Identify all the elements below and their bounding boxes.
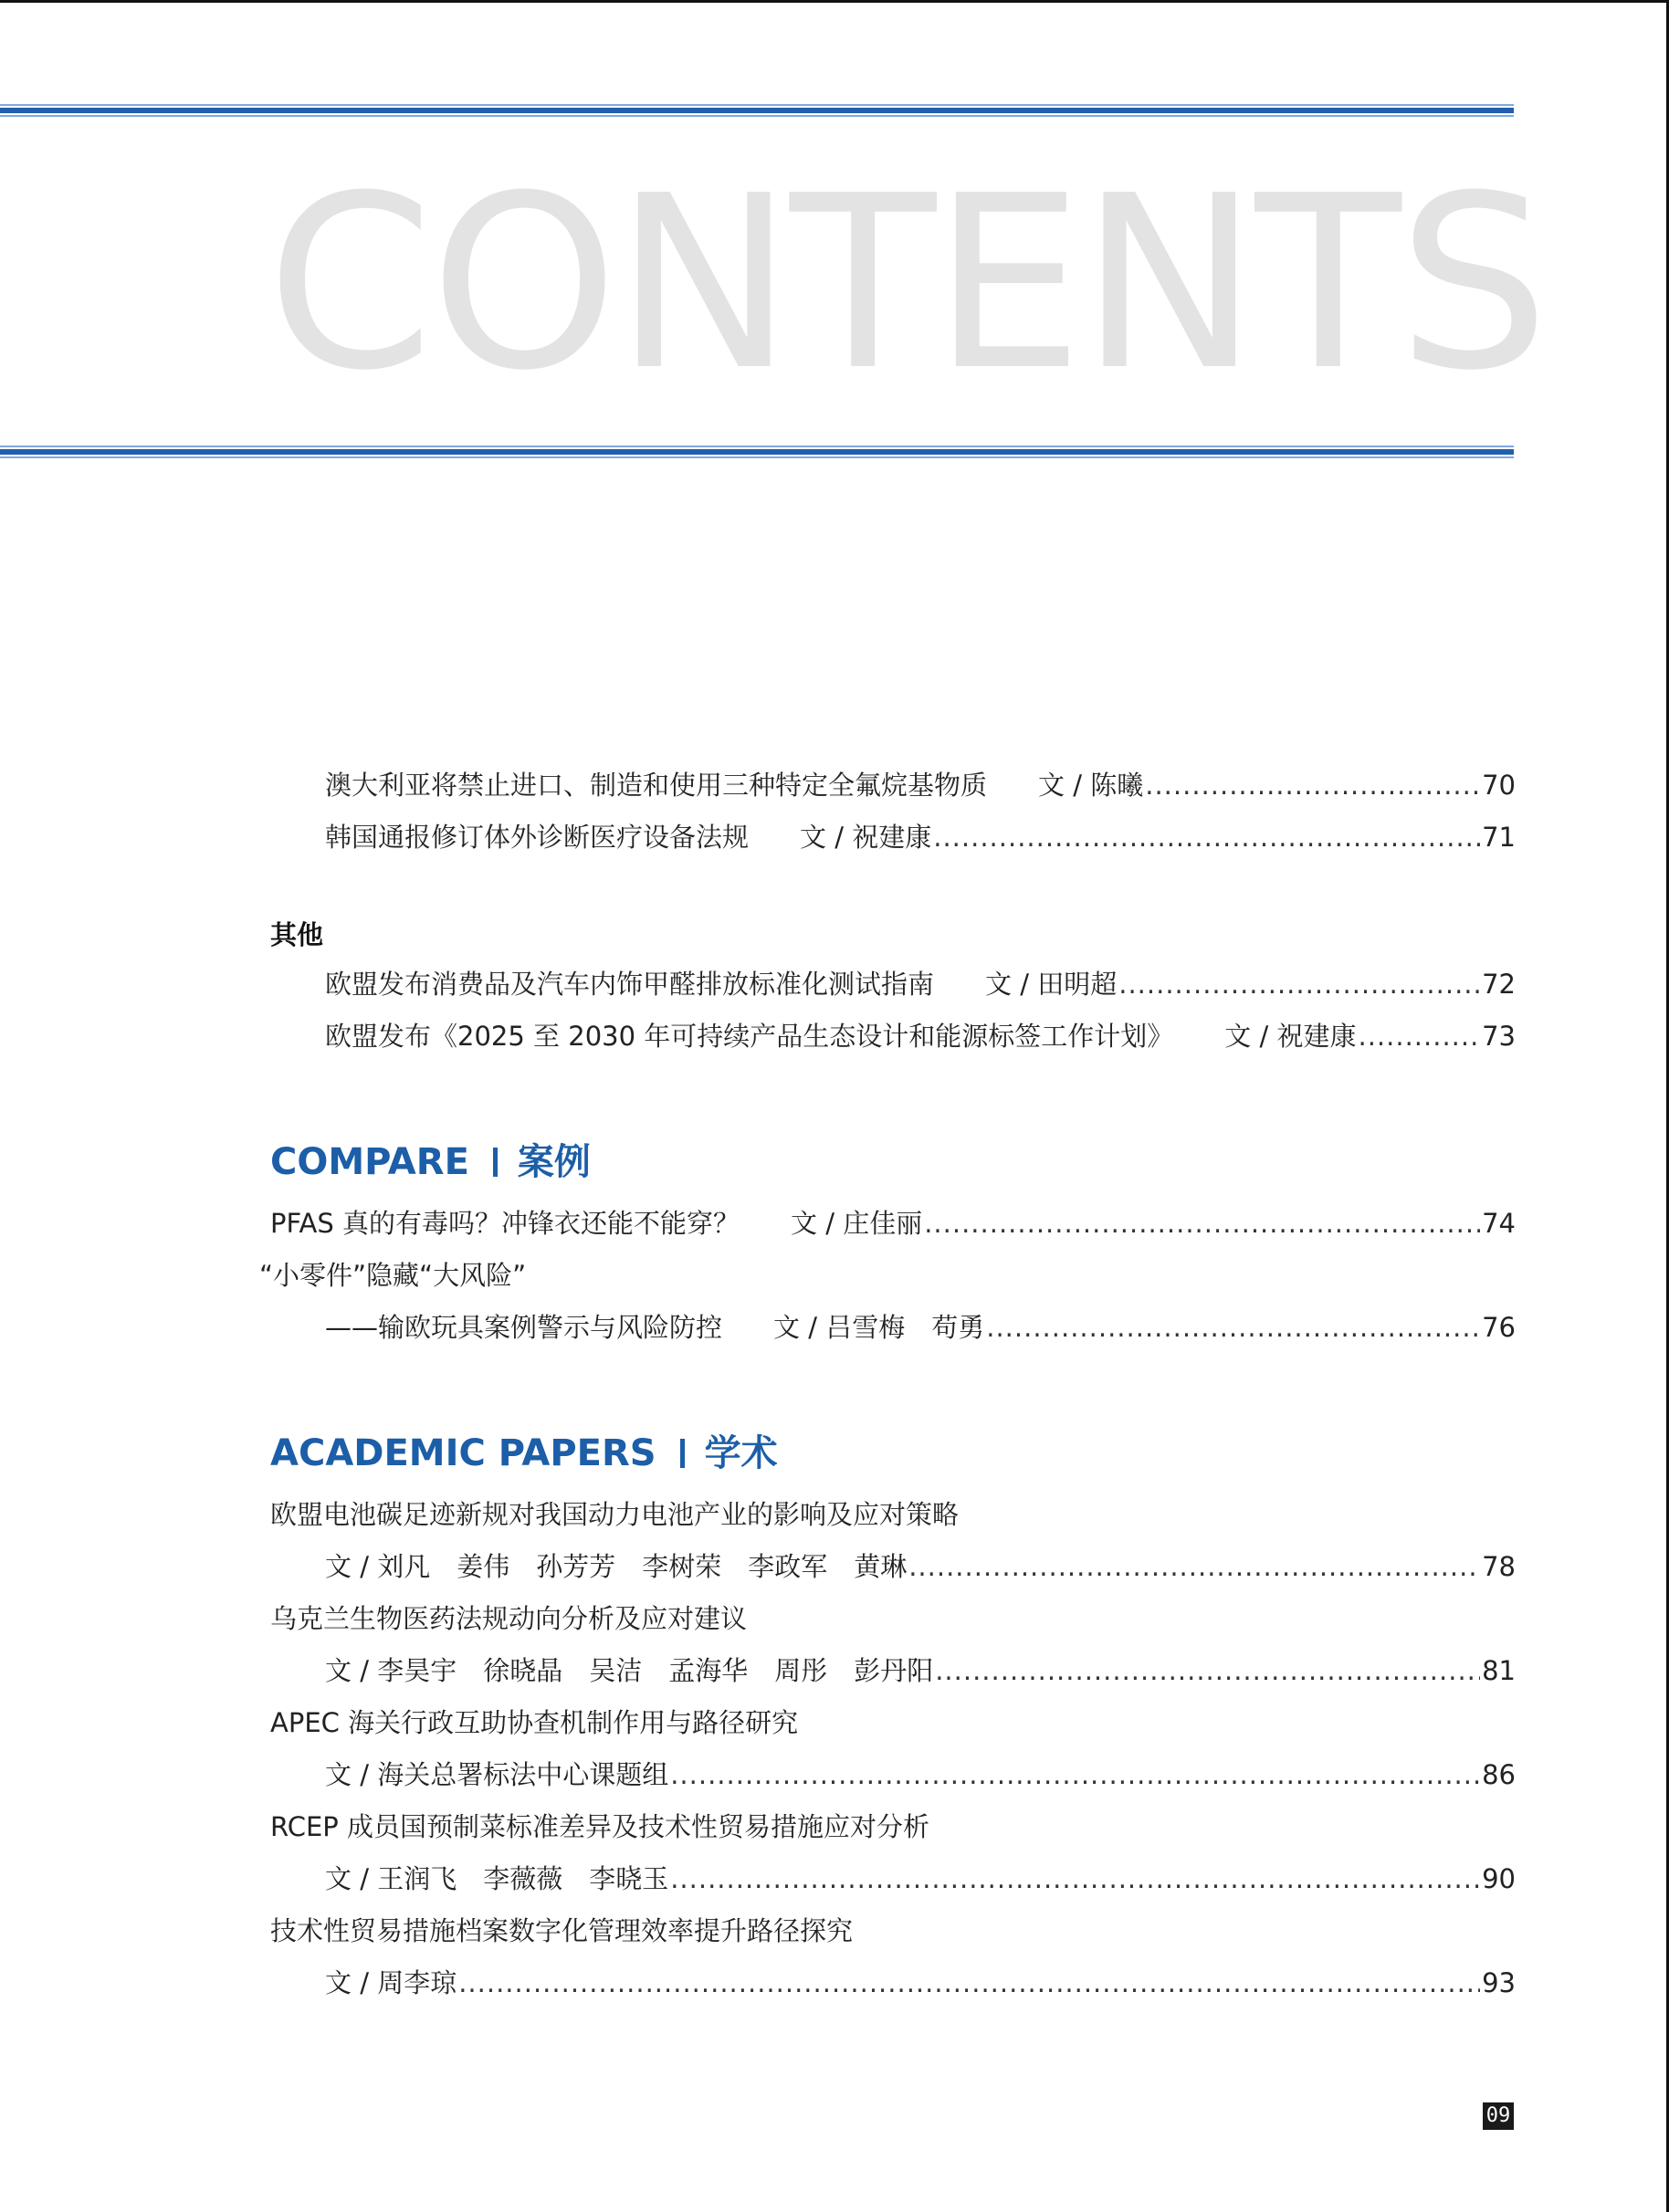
- toc-entry-author: 文 / 李昊宇 徐晓晶 吴洁 孟海华 周彤 彭丹阳: [325, 1655, 934, 1686]
- leader-dots: [670, 1861, 1480, 1897]
- toc-entry-title: 澳大利亚将禁止进口、制造和使用三种特定全氟烷基物质: [325, 770, 988, 801]
- section-label-en: COMPARE: [270, 1141, 469, 1183]
- section-label-en: ACADEMIC PAPERS: [270, 1432, 656, 1474]
- toc-entry-title: APEC 海关行政互助协查机制作用与路径研究: [270, 1707, 799, 1738]
- toc-entry-page: 72: [1482, 969, 1516, 1000]
- toc-entry-page: 93: [1482, 1967, 1516, 1998]
- toc-entry-title: 乌克兰生物医药法规动向分析及应对建议: [270, 1603, 748, 1634]
- toc-entry-title-line[interactable]: [270, 1913, 1516, 1949]
- toc-entry-title-line[interactable]: [259, 1257, 1516, 1294]
- toc-entry-page: 70: [1482, 770, 1516, 801]
- toc-entry-author: 文 / 祝建康: [1224, 1021, 1357, 1052]
- category-heading-other: 其他: [270, 919, 324, 950]
- section-label-zh: 学术: [704, 1432, 778, 1474]
- toc-entry[interactable]: [270, 1756, 1516, 1793]
- toc-entry-author: 文 / 海关总署标法中心课题组: [325, 1759, 669, 1790]
- toc-entry-author: 文 / 周李琼: [325, 1967, 457, 1998]
- toc-entry-author: 文 / 祝建康: [800, 822, 932, 853]
- toc-entry-title: 欧盟发布《2025 至 2030 年可持续产品生态设计和能源标签工作计划》: [325, 1021, 1174, 1052]
- toc-entry-title: RCEP 成员国预制菜标准差异及技术性贸易措施应对分析: [270, 1811, 929, 1842]
- toc-entry-page: 71: [1482, 822, 1516, 853]
- toc-entry-page: 74: [1482, 1208, 1516, 1239]
- leader-dots: [908, 1548, 1480, 1585]
- toc-entry-title-line[interactable]: [270, 1704, 1516, 1741]
- toc-entry-title: “小零件”隐藏“大风险”: [259, 1260, 527, 1291]
- toc-entry[interactable]: [270, 767, 1516, 803]
- toc-entry[interactable]: [270, 1861, 1516, 1897]
- page-border-top: [0, 0, 1669, 3]
- toc-entry-subtitle: ——输欧玩具案例警示与风险防控: [325, 1312, 723, 1343]
- page-number: 09: [1483, 2102, 1514, 2130]
- toc-entry-author: 文 / 田明超: [985, 969, 1118, 1000]
- leader-dots: [935, 1652, 1480, 1689]
- toc-entry-author: 文 / 庄佳丽: [790, 1208, 923, 1239]
- toc-entry[interactable]: [270, 1548, 1516, 1585]
- toc-entry-page: 76: [1482, 1312, 1516, 1343]
- toc-entry-author: 文 / 刘凡 姜伟 孙芳芳 李树荣 李政军 黄琳: [325, 1551, 908, 1582]
- header-rule-bottom: [0, 446, 1514, 458]
- toc-entry[interactable]: [270, 1965, 1516, 2001]
- leader-dots: [670, 1756, 1480, 1793]
- leader-dots: [1145, 767, 1480, 803]
- leader-dots: [924, 1205, 1480, 1242]
- toc-entry[interactable]: [270, 1309, 1516, 1346]
- leader-dots: [986, 1309, 1480, 1346]
- toc-entry-title: PFAS 真的有毒吗？冲锋衣还能不能穿？: [270, 1208, 740, 1239]
- toc-entry-title-line[interactable]: [270, 1808, 1516, 1845]
- toc-entry-author: 文 / 王润飞 李薇薇 李晓玉: [325, 1863, 669, 1894]
- section-label-zh: 案例: [517, 1141, 591, 1183]
- section-heading-compare: [270, 1139, 1516, 1185]
- toc-entry-title: 技术性贸易措施档案数字化管理效率提升路径探究: [270, 1915, 854, 1946]
- leader-dots: [933, 819, 1480, 855]
- leader-dots: [1118, 966, 1480, 1002]
- toc-entry-page: 86: [1482, 1759, 1516, 1790]
- toc-entry-page: 73: [1482, 1021, 1516, 1052]
- toc-entry[interactable]: [270, 1652, 1516, 1689]
- toc-entry-title: 韩国通报修订体外诊断医疗设备法规: [325, 822, 750, 853]
- contents-title: CONTENTS: [267, 144, 1547, 423]
- toc-entry-title: 欧盟电池碳足迹新规对我国动力电池产业的影响及应对策略: [270, 1499, 960, 1530]
- toc-entry[interactable]: [270, 819, 1516, 855]
- toc-entry-author: 文 / 陈曦: [1038, 770, 1144, 801]
- toc-entry-title-line[interactable]: [270, 1600, 1516, 1637]
- section-divider-bar: [493, 1148, 498, 1177]
- toc-entry-author: 文 / 吕雪梅 苟勇: [773, 1312, 985, 1343]
- leader-dots: [458, 1965, 1480, 2001]
- toc-entry-page: 81: [1482, 1655, 1516, 1686]
- toc-entry-page: 90: [1482, 1863, 1516, 1894]
- toc-entry-page: 78: [1482, 1551, 1516, 1582]
- toc-entry-title: 欧盟发布消费品及汽车内饰甲醛排放标准化测试指南: [325, 969, 935, 1000]
- toc-entry[interactable]: [270, 966, 1516, 1002]
- section-heading-academic: [270, 1431, 1516, 1476]
- toc-entry-title-line[interactable]: [270, 1496, 1516, 1533]
- leader-dots: [1358, 1018, 1480, 1054]
- toc-body: [259, 767, 1516, 2001]
- toc-entry[interactable]: [270, 1018, 1516, 1054]
- section-divider-bar: [680, 1439, 685, 1468]
- toc-entry[interactable]: [270, 1205, 1516, 1242]
- header-rule-top: [0, 104, 1514, 117]
